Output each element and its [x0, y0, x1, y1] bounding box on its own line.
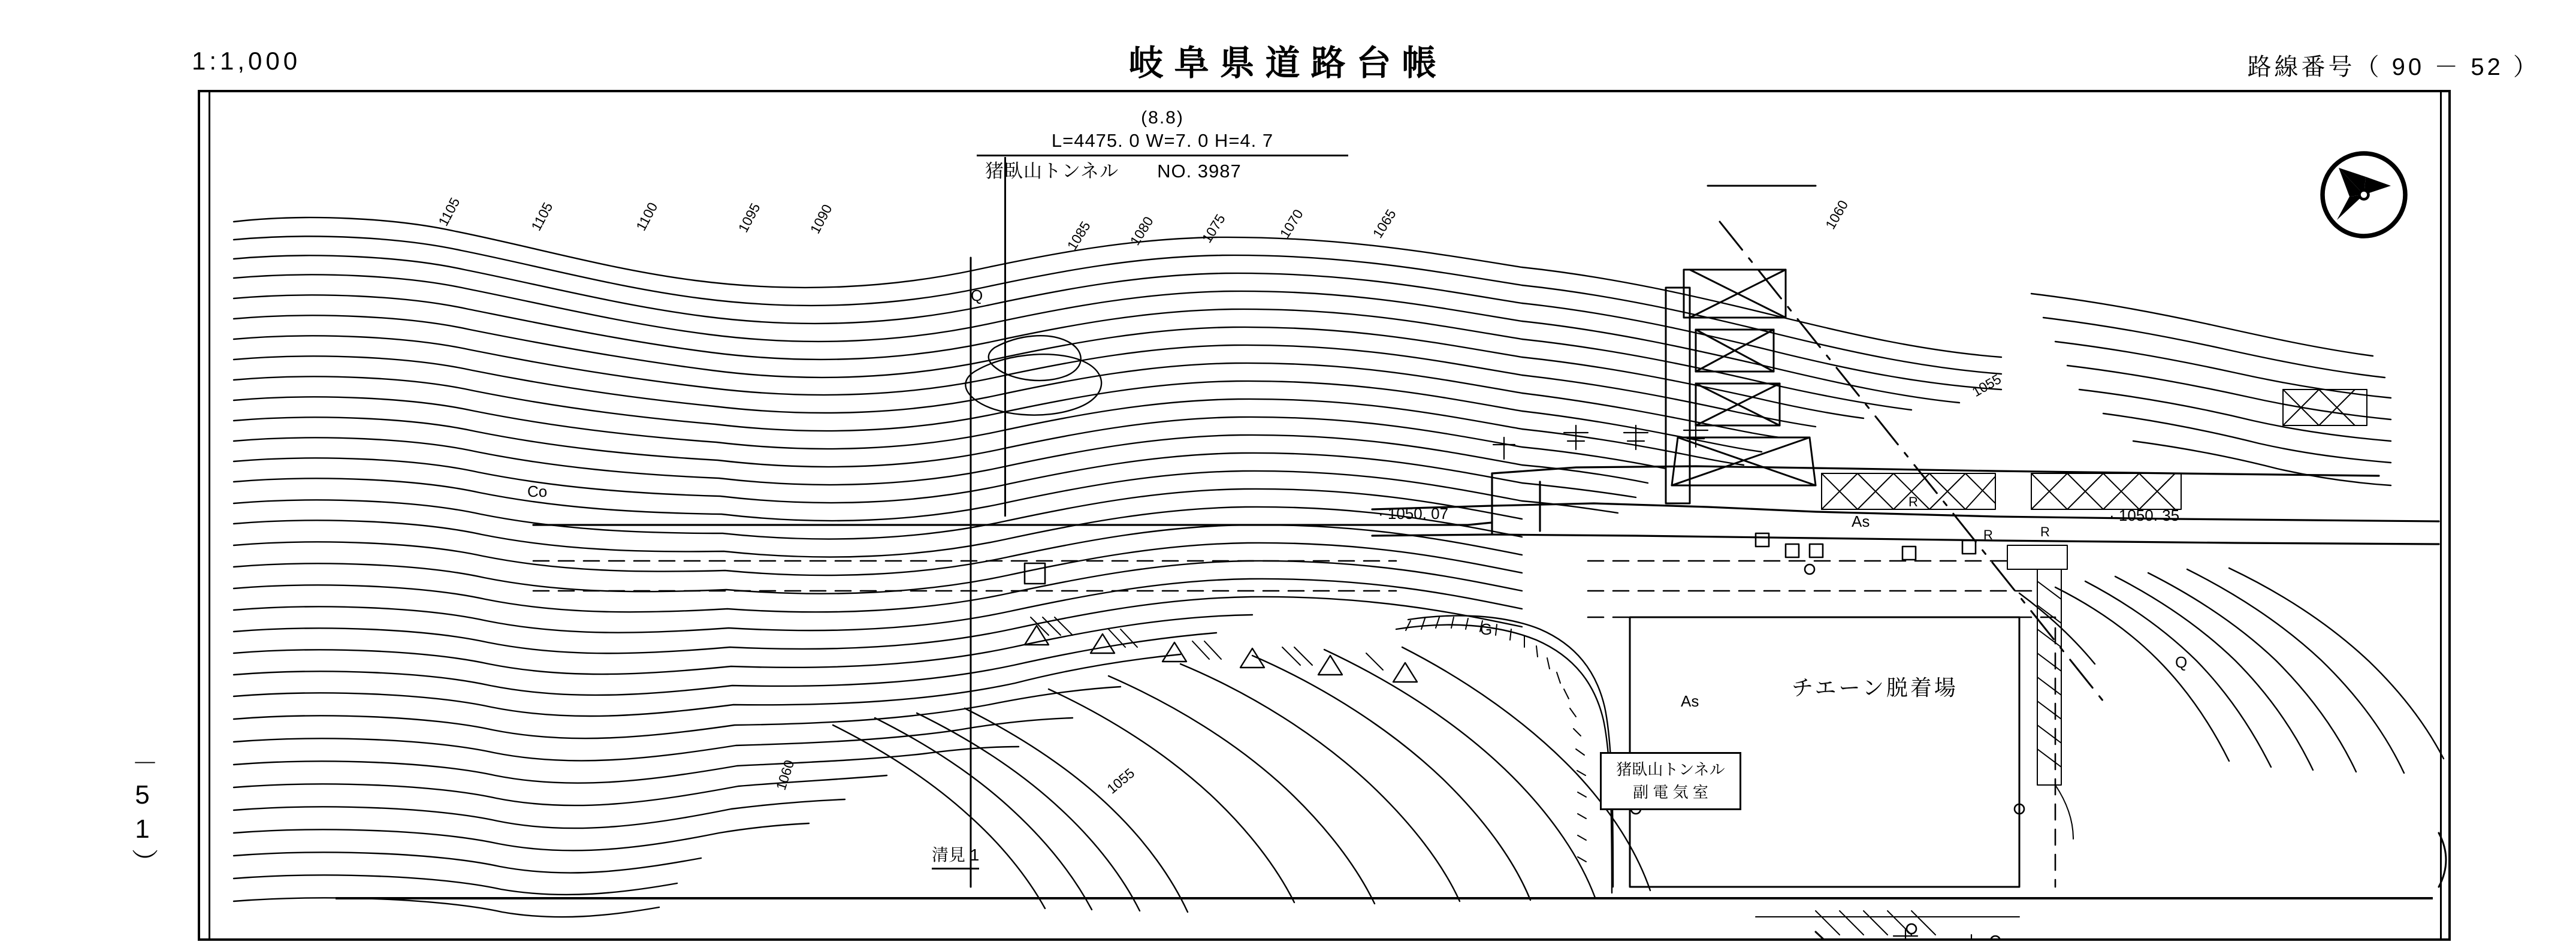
contour-lines-west: [234, 218, 1522, 917]
contour-lines-southeast: [2019, 568, 2444, 773]
contour-label: 1090: [807, 201, 835, 236]
contour-label: 1060: [772, 757, 798, 792]
contour-label: 1105: [528, 200, 556, 234]
slope-tick-symbols: [1025, 626, 1417, 682]
soil-mark-r: R: [1908, 494, 1918, 509]
contour-label: 1055: [1969, 371, 2004, 400]
contour-label: 1055: [1104, 765, 1138, 797]
contour-label: 1095: [735, 200, 763, 235]
spot-height: · 1050. 07: [1378, 505, 1449, 523]
spot-height: · 1050. 35: [2109, 506, 2180, 524]
contour-label: 1085: [1064, 218, 1094, 253]
soil-mark-r: R: [1983, 527, 1993, 542]
contour-label: 1105: [435, 195, 463, 229]
substation-line-1: 猪臥山トンネル: [1616, 760, 1725, 778]
contour-lines-southwest: [833, 647, 1650, 912]
contour-label: 1065: [1369, 206, 1399, 241]
tunnel-dimensions: L=4475. 0 W=7. 0 H=4. 7: [977, 129, 1348, 157]
substation-line-2: 副 電 気 室: [1633, 783, 1708, 801]
tunnel-width-note: (8.8): [1141, 108, 1184, 128]
contour-label: 1060: [1822, 197, 1852, 232]
embankment-hatching: [1031, 617, 1383, 670]
fence-ticks: [1756, 911, 2019, 935]
contour-lines-east: [1522, 267, 2391, 513]
small-structures: [1025, 533, 2024, 941]
soil-mark-q: Q: [971, 286, 983, 304]
route-number: 路線番号（ 90 － 52 ）: [2247, 54, 2540, 80]
substation-label-box: [1600, 752, 1741, 810]
soil-mark-co: Co: [527, 482, 548, 500]
soil-mark-g: G: [1480, 620, 1493, 638]
soil-mark-as: As: [1681, 692, 1699, 710]
contour-label: 1070: [1276, 206, 1306, 241]
contour-label: 1100: [633, 200, 661, 234]
sheet-index-left: －51）: [128, 749, 157, 880]
soil-mark-q: Q: [2175, 653, 2188, 671]
station-label: 清見 1: [932, 842, 979, 869]
chain-area-label: チエーン脱着場: [1792, 675, 1958, 700]
contour-label: 1075: [1198, 211, 1228, 246]
soil-mark-as: As: [1852, 512, 1870, 530]
road-edge-lines: [533, 466, 2439, 544]
page-title: 岐阜県道路台帳: [1128, 43, 1448, 83]
section-line: [1720, 222, 2103, 701]
scale-label: 1:1,000: [192, 47, 301, 75]
contour-label: 1080: [1127, 213, 1156, 248]
tunnel-name: 猪臥山トンネル NO. 3987: [985, 161, 1242, 182]
soil-mark-r: R: [2040, 524, 2050, 539]
contour-knoll: [965, 336, 1101, 415]
